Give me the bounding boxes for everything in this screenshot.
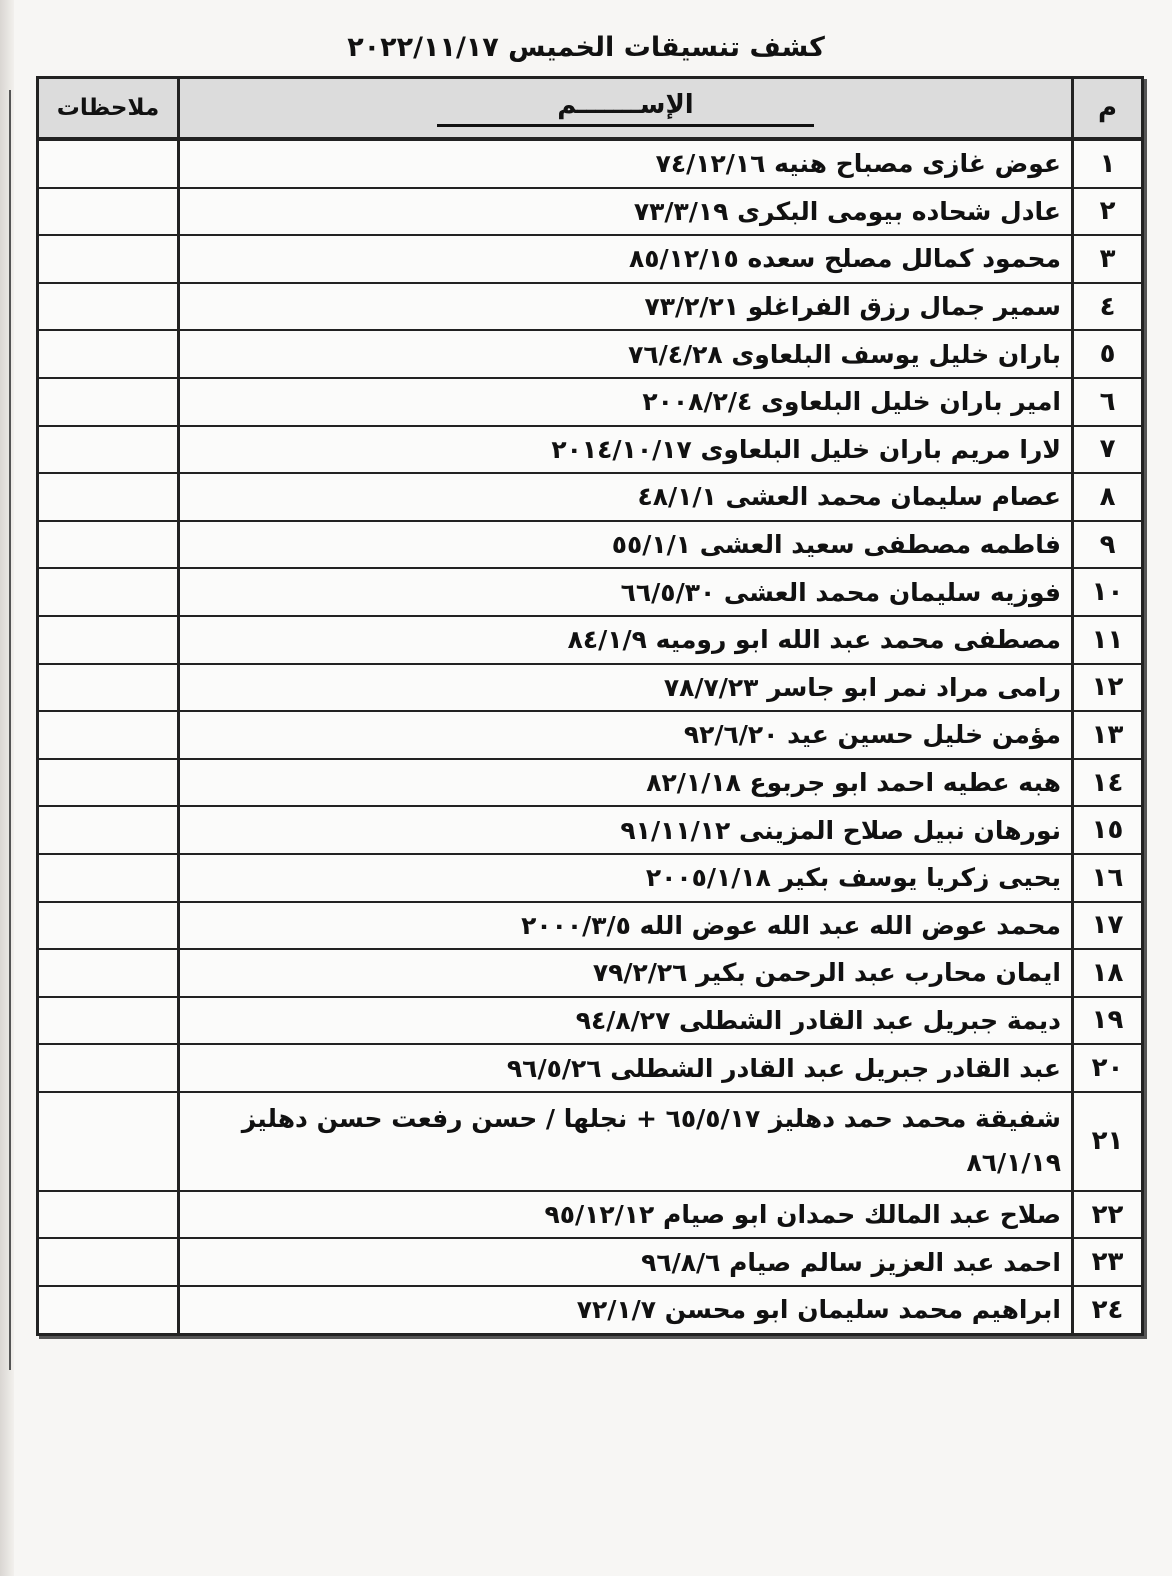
row-name: عصام سليمان محمد العشى ٤٨/١/١	[177, 474, 1071, 520]
row-notes	[39, 617, 177, 663]
row-notes	[39, 284, 177, 330]
row-number: ١	[1071, 141, 1141, 187]
scan-page-edge	[0, 0, 14, 1576]
row-number: ٩	[1071, 522, 1141, 568]
table-header-row	[39, 79, 1141, 139]
row-number: ٢٢	[1071, 1192, 1141, 1238]
row-name: فوزيه سليمان محمد العشى ٦٦/٥/٣٠	[177, 569, 1071, 615]
row-name: عبد القادر جبريل عبد القادر الشطلى ٩٦/٥/٢٦	[177, 1045, 1071, 1091]
row-notes	[39, 1239, 177, 1285]
row-notes	[39, 998, 177, 1044]
row-number: ٢	[1071, 189, 1141, 235]
table-row	[39, 139, 1141, 187]
row-notes	[39, 379, 177, 425]
table-row	[39, 520, 1141, 568]
table-row	[39, 234, 1141, 282]
row-notes	[39, 1287, 177, 1333]
row-name: يحيى زكريا يوسف بكير ٢٠٠٥/١/١٨	[177, 855, 1071, 901]
header-notes: ملاحظات	[56, 95, 160, 121]
table-row	[39, 758, 1141, 806]
row-number: ١٨	[1071, 950, 1141, 996]
table-row	[39, 663, 1141, 711]
row-notes	[39, 712, 177, 758]
row-notes	[39, 807, 177, 853]
row-number: ١٥	[1071, 807, 1141, 853]
row-name: فاطمه مصطفى سعيد العشى ٥٥/١/١	[177, 522, 1071, 568]
table-row	[39, 425, 1141, 473]
table-row	[39, 329, 1141, 377]
row-name: مؤمن خليل حسين عيد ٩٢/٦/٢٠	[177, 712, 1071, 758]
table-row	[39, 948, 1141, 996]
row-name: رامى مراد نمر ابو جاسر ٧٨/٧/٢٣	[177, 665, 1071, 711]
table-body	[39, 139, 1141, 1333]
row-notes	[39, 1045, 177, 1091]
table-row	[39, 282, 1141, 330]
header-name	[177, 79, 1071, 137]
table-row	[39, 1043, 1141, 1091]
row-number: ٥	[1071, 331, 1141, 377]
row-number: ٦	[1071, 379, 1141, 425]
row-name: محمد عوض الله عبد الله عوض الله ٢٠٠٠/٣/٥	[177, 903, 1071, 949]
table-row	[39, 1285, 1141, 1333]
row-name: ابراهيم محمد سليمان ابو محسن ٧٢/١/٧	[177, 1287, 1071, 1333]
header-num: م	[1071, 79, 1141, 137]
document-title: كشف تنسيقات الخميس ٢٠٢٢/١١/١٧	[347, 32, 825, 63]
row-number: ٨	[1071, 474, 1141, 520]
row-name: نورهان نبيل صلاح المزينى ٩١/١١/١٢	[177, 807, 1071, 853]
row-name: لارا مريم باران خليل البلعاوى ٢٠١٤/١٠/١٧	[177, 427, 1071, 473]
table-row	[39, 1190, 1141, 1238]
row-notes	[39, 189, 177, 235]
table-row	[39, 567, 1141, 615]
table-row	[39, 901, 1141, 949]
table-row	[39, 187, 1141, 235]
row-number: ١٦	[1071, 855, 1141, 901]
row-number: ٧	[1071, 427, 1141, 473]
row-name: ايمان محارب عبد الرحمن بكير ٧٩/٢/٢٦	[177, 950, 1071, 996]
row-number: ١٤	[1071, 760, 1141, 806]
row-number: ١٣	[1071, 712, 1141, 758]
table-row	[39, 472, 1141, 520]
header-name-label: الإســـــــم	[437, 90, 813, 127]
row-notes	[39, 331, 177, 377]
row-name: صلاح عبد المالك حمدان ابو صيام ٩٥/١٢/١٢	[177, 1192, 1071, 1238]
row-name: عادل شحاده بيومى البكرى ٧٣/٣/١٩	[177, 189, 1071, 235]
row-name: سمير جمال رزق الفراغلو ٧٣/٢/٢١	[177, 284, 1071, 330]
row-name: امير باران خليل البلعاوى ٢٠٠٨/٢/٤	[177, 379, 1071, 425]
row-name: هبه عطيه احمد ابو جربوع ٨٢/١/١٨	[177, 760, 1071, 806]
table-row	[39, 805, 1141, 853]
row-name: ديمة جبريل عبد القادر الشطلى ٩٤/٨/٢٧	[177, 998, 1071, 1044]
row-number: ٣	[1071, 236, 1141, 282]
row-name: باران خليل يوسف البلعاوى ٧٦/٤/٢٨	[177, 331, 1071, 377]
row-name: مصطفى محمد عبد الله ابو روميه ٨٤/١/٩	[177, 617, 1071, 663]
row-notes	[39, 141, 177, 187]
row-notes	[39, 236, 177, 282]
row-notes	[39, 760, 177, 806]
row-notes	[39, 427, 177, 473]
row-notes	[39, 903, 177, 949]
table-row	[39, 710, 1141, 758]
row-name: عوض غازى مصباح هنيه ٧٤/١٢/١٦	[177, 141, 1071, 187]
table-row	[39, 853, 1141, 901]
row-number: ٢٠	[1071, 1045, 1141, 1091]
table-row	[39, 1091, 1141, 1190]
row-number: ٢١	[1071, 1093, 1141, 1190]
row-notes	[39, 855, 177, 901]
coordination-table	[36, 76, 1144, 1336]
row-number: ١٧	[1071, 903, 1141, 949]
row-number: ١٠	[1071, 569, 1141, 615]
row-number: ٢٤	[1071, 1287, 1141, 1333]
row-number: ١٢	[1071, 665, 1141, 711]
row-notes	[39, 1192, 177, 1238]
row-notes	[39, 474, 177, 520]
row-notes	[39, 1093, 177, 1190]
row-notes	[39, 569, 177, 615]
table-row	[39, 615, 1141, 663]
table-row	[39, 377, 1141, 425]
table-row	[39, 996, 1141, 1044]
row-notes	[39, 522, 177, 568]
row-number: ١١	[1071, 617, 1141, 663]
row-number: ٤	[1071, 284, 1141, 330]
row-number: ١٩	[1071, 998, 1141, 1044]
row-name: شفيقة محمد حمد دهليز ٦٥/٥/١٧ + نجلها / حسن رفعت حسن دهليز ٨٦/١/١٩	[177, 1093, 1071, 1190]
table-row	[39, 1237, 1141, 1285]
row-notes	[39, 665, 177, 711]
row-name: احمد عبد العزيز سالم صيام ٩٦/٨/٦	[177, 1239, 1071, 1285]
row-name: محمود كمالل مصلح سعده ٨٥/١٢/١٥	[177, 236, 1071, 282]
row-number: ٢٣	[1071, 1239, 1141, 1285]
row-notes	[39, 950, 177, 996]
